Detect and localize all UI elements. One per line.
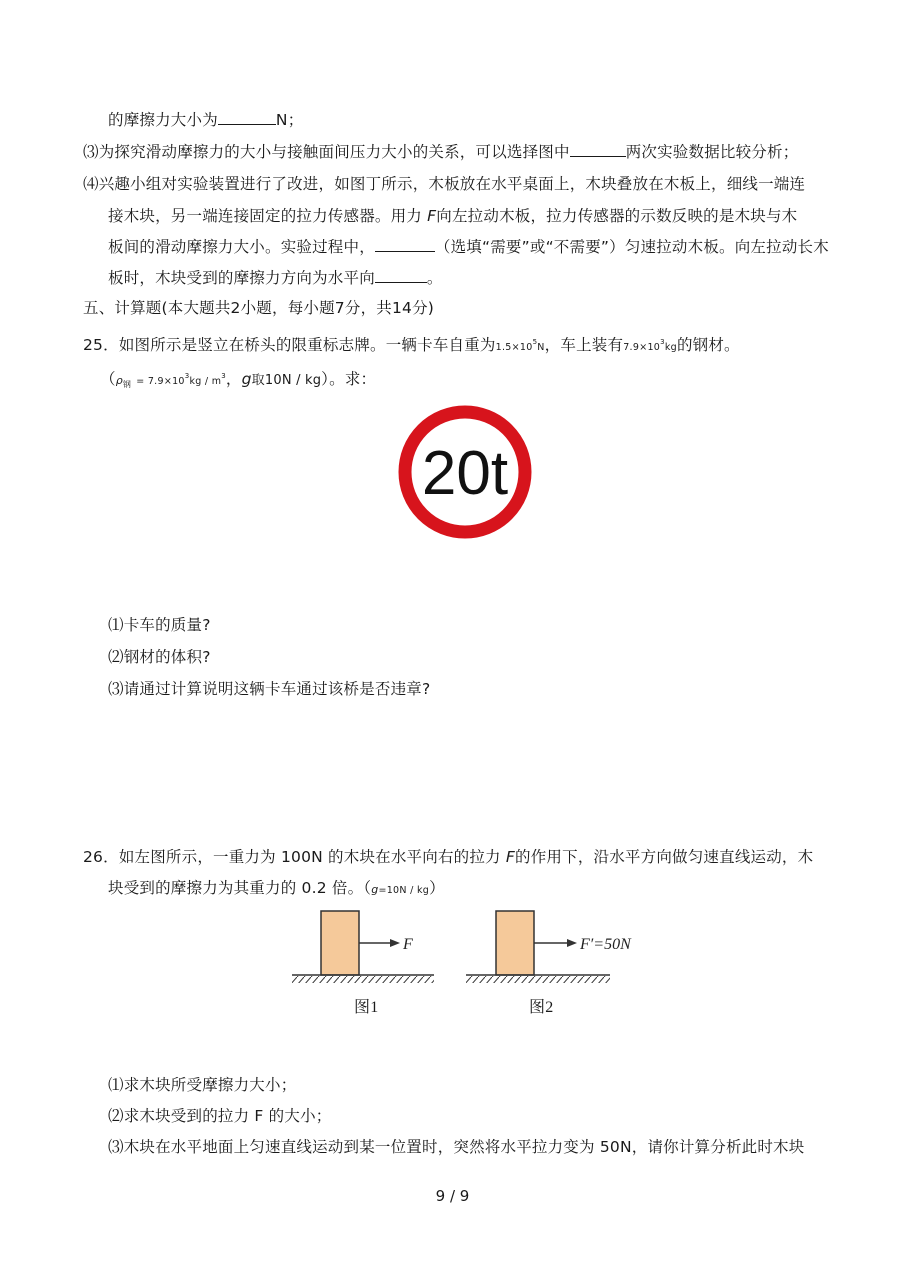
answer-blank xyxy=(570,142,626,157)
q25-stem-line1: 25．如图所示是竖立在桥头的限重标志牌。一辆卡车自重为$1.5\times 10^5N$，车上装有$7.9\times 10^3kg$的钢材。 xyxy=(83,336,740,354)
q24-part4-line1: ⑷兴趣小组对实验装置进行了改进，如图丁所示，木板放在水平桌面上，木块叠放在木板上，细线一端连 xyxy=(83,175,806,193)
answer-blank xyxy=(375,268,427,283)
q25-stem-line2: （$\rho_钢 = 7.9\times 10^3kg / m^3$，g取10N / kg）。求： xyxy=(100,370,377,389)
answer-blank xyxy=(375,237,435,252)
answer-blank xyxy=(218,110,276,125)
q24-part4-line2: 接木块，另一端连接固定的拉力传感器。用力 F向左拉动木板，拉力传感器的示数反映的是木块与木 xyxy=(108,207,798,225)
figure-2-caption: 图2 xyxy=(529,999,554,1016)
ground-hatch xyxy=(466,976,610,983)
q26-stem-line2: 块受到的摩擦力为其重力的 0.2 倍。（g=10N / kg） xyxy=(108,879,445,897)
figure-1 xyxy=(290,905,440,985)
q26-item-1: ⑴求木块所受摩擦力大小； xyxy=(108,1076,297,1094)
q25-item-3: ⑶请通过计算说明这辆卡车通过该桥是否违章? xyxy=(108,680,431,698)
figure-1-caption: 图1 xyxy=(354,999,379,1016)
q24-line1: 的摩擦力大小为 N； xyxy=(108,111,304,129)
q24-part4-line3: 板间的滑动摩擦力大小。实验过程中， （选填“需要”或“不需要”）匀速拉动木板。向左拉动长木 xyxy=(108,238,829,256)
ground-hatch xyxy=(292,976,434,983)
q25-item-1: ⑴卡车的质量? xyxy=(108,616,211,634)
q24-part3: ⑶为探究滑动摩擦力的大小与接触面间压力大小的关系，可以选择图中 两次实验数据比较分析； xyxy=(83,143,799,161)
force-label: F′=50N xyxy=(580,936,631,953)
q26-stem-line1: 26．如左图所示，一重力为 100N 的木块在水平向右的拉力 F的作用下，沿水平方向做匀速直线运动，木 xyxy=(83,848,814,866)
q25-item-2: ⑵钢材的体积? xyxy=(108,648,211,666)
q24-part4-line4: 板时，木块受到的摩擦力方向为水平向 。 xyxy=(108,269,443,287)
figure-2 xyxy=(464,905,644,985)
section-title: 五、计算题(本大题共2小题，每小题7分，共14分) xyxy=(83,299,435,317)
arrow-head xyxy=(567,939,577,947)
q26-item-2: ⑵求木块受到的拉力 F 的大小； xyxy=(108,1107,332,1125)
force-label: F xyxy=(403,936,413,953)
wood-block xyxy=(321,911,359,975)
page-number: 9 / 9 xyxy=(435,1187,470,1205)
wood-block xyxy=(496,911,534,975)
q26-item-3: ⑶木块在水平地面上匀速直线运动到某一位置时，突然将水平拉力变为 50N，请你计算分析此时木块 xyxy=(108,1138,805,1156)
weight-limit-sign xyxy=(395,402,535,542)
arrow-head xyxy=(390,939,400,947)
sign-limit-text: 20t xyxy=(421,439,509,508)
